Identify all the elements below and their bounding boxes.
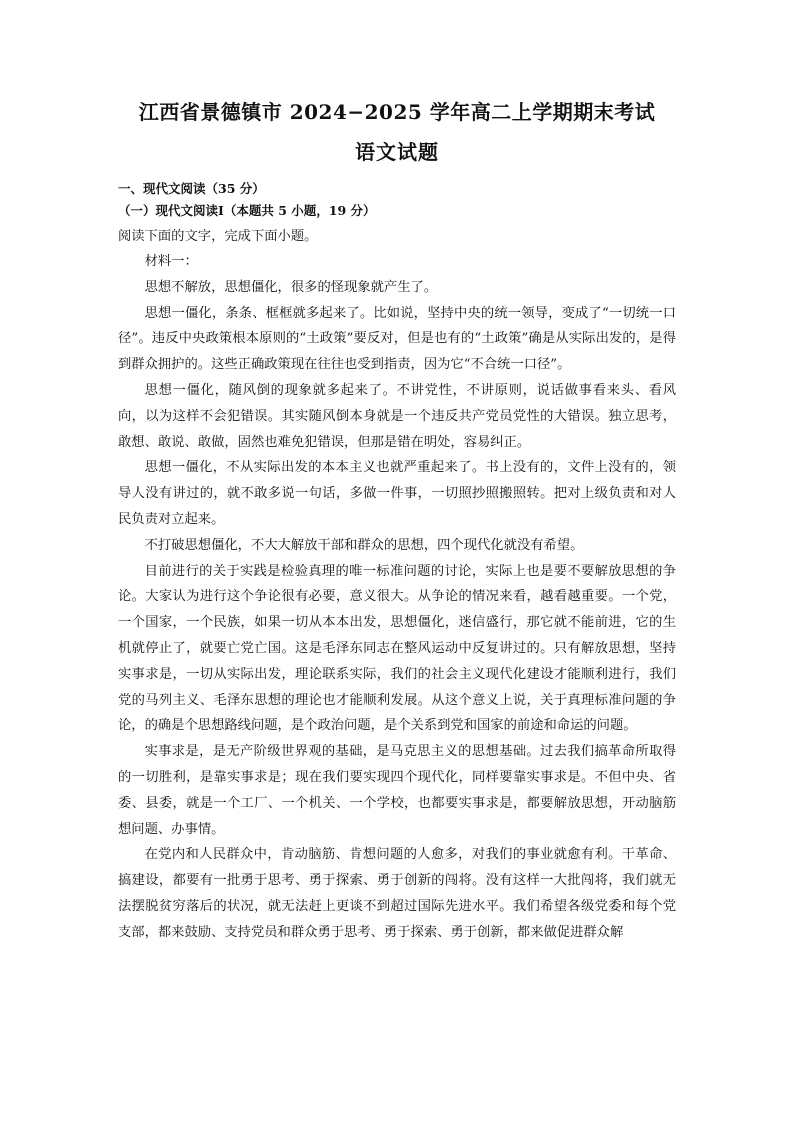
paragraph: 思想一僵化，随风倒的现象就多起来了。不讲党性，不讲原则，说话做事看来头、看风向，以为这样不会犯错误。其实随风倒本身就是一个违反共产党员党性的大错误。独立思考，敢想、敢说、敢做，固然也难免犯错误，但那是错在明处，容易纠正。 <box>118 382 676 450</box>
reading-instruction: 阅读下面的文字，完成下面小题。 <box>118 229 318 244</box>
document-title: 江西省景德镇市 2024−2025 学年高二上学期期末考试 <box>138 100 656 124</box>
material-label: 材料一： <box>144 254 198 269</box>
paragraph: 目前进行的关于实践是检验真理的唯一标准问题的讨论，实际上也是要不要解放思想的争论。大家认为进行这个争论很有必要，意义很大。从争论的情况来看，越看越重要。一个党，一个国家，一个民族，如果一切从本本出发，思想僵化，迷信盛行，那它就不能前进，它的生机就停止了，就要亡党亡国。这是毛泽东同志在整风运动中反复讲过的。只有解放思想，坚持实事求是，一切从实际出发，理论联系实际，我们的社会主义现代化建设才能顺利进行，我们党的马列主义、毛泽东思想的理论也才能顺利发展。从这个意义上说，关于真理标准问题的争论，的确是个思想路线问题，是个政治问题，是个关系到党和国家的前途和命运的问题。 <box>118 563 676 734</box>
paragraph: 在党内和人民群众中，肯动脑筋、肯想问题的人愈多，对我们的事业就愈有利。干革命、搞建设，都要有一批勇于思考、勇于探索、勇于创新的闯将。没有这样一大批闯将，我们就无法摆脱贫穷落后的状况，就无法赶上更谈不到超过国际先进水平。我们希望各级党委和每个党支部，都来鼓励、支持党员和群众勇于思考、勇于探索、勇于创新，都来做促进群众解 <box>118 847 676 940</box>
subsection-heading: （一）现代文阅读Ⅰ（本题共 5 小题，19 分） <box>118 203 376 218</box>
paragraph: 思想不解放，思想僵化，很多的怪现象就产生了。 <box>144 279 438 295</box>
paragraph: 实事求是，是无产阶级世界观的基础，是马克思主义的思想基础。过去我们搞革命所取得的一切胜利，是靠实事求是；现在我们要实现四个现代化，同样要靠实事求是。不但中央、省委、县委，就是一个工厂、一个机关、一个学校，也都要实事求是，都要解放思想，开动脑筋想问题、办事情。 <box>118 744 676 837</box>
section-heading: 一、现代文阅读（35 分） <box>118 181 265 196</box>
paragraph: 不打破思想僵化，不大大解放干部和群众的思想，四个现代化就没有希望。 <box>144 537 584 553</box>
paragraph: 思想一僵化，条条、框框就多起来了。比如说，坚持中央的统一领导，变成了“一切统一口径”。违反中央政策根本原则的“土政策”要反对，但是也有的“土政策”确是从实际出发的，是得到群众拥护的。这些正确政策现在往往也受到指责，因为它“不合统一口径”。 <box>118 305 676 373</box>
paragraph: 思想一僵化，不从实际出发的本本主义也就严重起来了。书上没有的，文件上没有的，领导人没有讲过的，就不敢多说一句话，多做一件事，一切照抄照搬照转。把对上级负责和对人民负责对立起来。 <box>118 460 676 527</box>
document-subtitle: 语文试题 <box>355 140 439 164</box>
